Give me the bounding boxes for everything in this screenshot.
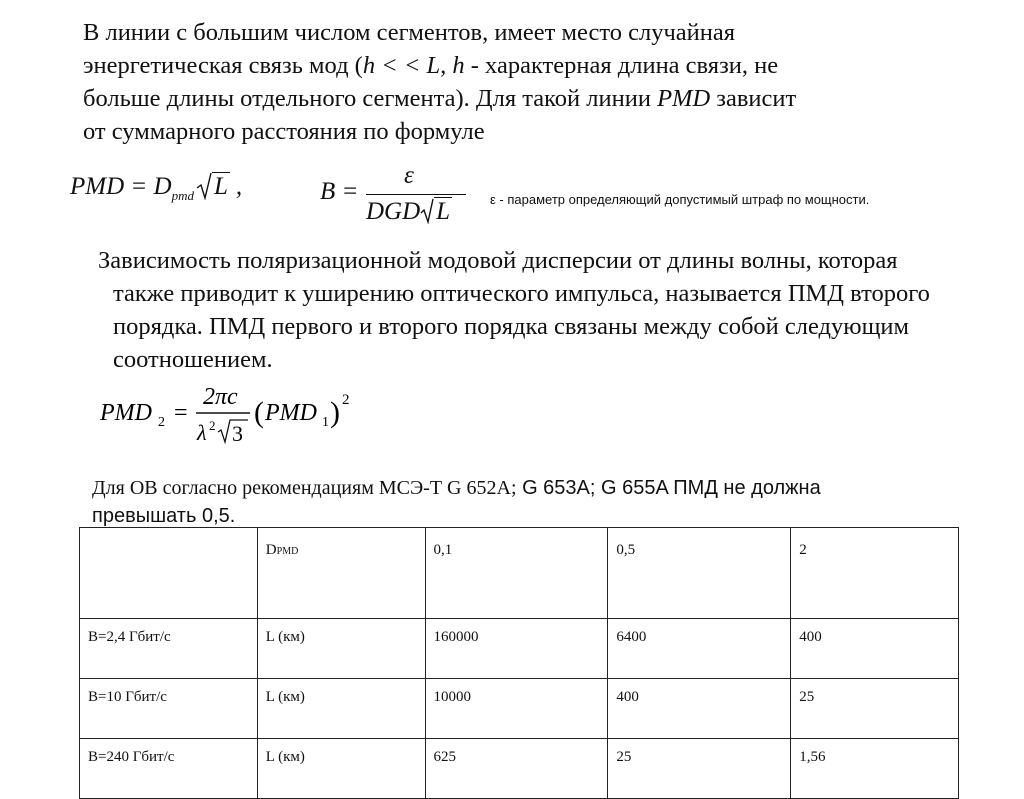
second-order-paragraph (98, 244, 998, 376)
table-cell: 1,56 (791, 739, 959, 799)
table-cell: 400 (791, 619, 959, 679)
table-cell: L (км) (257, 619, 425, 679)
second-order-line-1: Зависимость поляризационной модовой дисперсии от длины волны, которая (98, 247, 898, 274)
pmd2-den-lambda: λ (197, 420, 207, 445)
table-cell: 0,5 (608, 528, 791, 619)
intro-line-3: больше длины отдельного сегмента). Для такой линии PMD зависит (83, 85, 797, 112)
pmd2-numerator: 2πc (203, 384, 238, 410)
formula-b-epsilon: B = ε DGD L (320, 160, 490, 240)
intro-paragraph (83, 16, 963, 148)
close-paren: ) (330, 396, 340, 429)
table-cell: 25 (608, 739, 791, 799)
formula-pmd2 (100, 380, 380, 450)
table-cell: 25 (791, 679, 959, 739)
table-row (80, 619, 959, 679)
pmd2-rhs-sub: 1 (322, 415, 329, 430)
pmd2-equals: = (174, 400, 188, 426)
table-cell: 160000 (425, 619, 608, 679)
open-paren: ( (254, 396, 264, 429)
second-order-line-3: порядка. ПМД первого и второго порядка связаны между собой следующим (113, 313, 910, 340)
denominator: DGD L (366, 198, 451, 225)
table-cell: L (км) (257, 679, 425, 739)
table-row (80, 739, 959, 799)
recommendation-text: Для ОВ согласно рекомендациям МСЭ-Т G 652A; G 653A; G 655A ПМД не должна превышать 0,5. (92, 477, 821, 527)
sqrt-symbol: L (196, 172, 230, 201)
table-cell: 400 (608, 679, 791, 739)
table-cell: B=240 Гбит/с (80, 739, 258, 799)
epsilon-note: ε - параметр определяющий допустимый штраф по мощности. (490, 192, 870, 207)
second-order-line-2: также приводит к уширению оптического импульса, называется ПМД второго (113, 280, 930, 307)
table-cell: 6400 (608, 619, 791, 679)
pmd2-rhs: PMD (265, 400, 317, 426)
formula-pmd2-graphic (100, 380, 380, 450)
pmd2-den-pow: 2 (209, 418, 216, 433)
pmd2-lhs-sub: 2 (158, 415, 165, 430)
table-cell: DPMD (257, 528, 425, 619)
pmd2-den-sqrt: 3 (232, 421, 243, 446)
table-cell: 625 (425, 739, 608, 799)
table-cell: 2 (791, 528, 959, 619)
fraction-bar (366, 194, 466, 195)
second-order-line-4: соотношением. (113, 346, 273, 373)
table-cell: 10000 (425, 679, 608, 739)
intro-line-4: от суммарного расстояния по формуле (83, 118, 485, 145)
table-header-row (80, 528, 959, 619)
intro-line-2: энергетическая связь мод (h < < L, h - характерная длина связи, не (83, 52, 779, 79)
pmd2-lhs: PMD (100, 400, 152, 426)
pmd-term: PMD (657, 85, 711, 112)
h-less-L: h < < L, h (362, 52, 465, 79)
table-cell: B=10 Гбит/с (80, 679, 258, 739)
table-row (80, 679, 959, 739)
pmd-table (79, 527, 959, 799)
pmd2-rhs-pow: 2 (342, 392, 350, 408)
table-cell (80, 528, 258, 619)
intro-line-1: В линии с большим числом сегментов, имеет место случайная (83, 19, 736, 46)
radical-sign-icon (196, 172, 212, 200)
table-cell: B=2,4 Гбит/с (80, 619, 258, 679)
table-cell: 0,1 (425, 528, 608, 619)
formula-pmd-sqrt-l: PMD = $D_{pmd}$ L , (70, 173, 243, 203)
radical-sign-icon (420, 198, 434, 224)
table-cell: L (км) (257, 739, 425, 799)
